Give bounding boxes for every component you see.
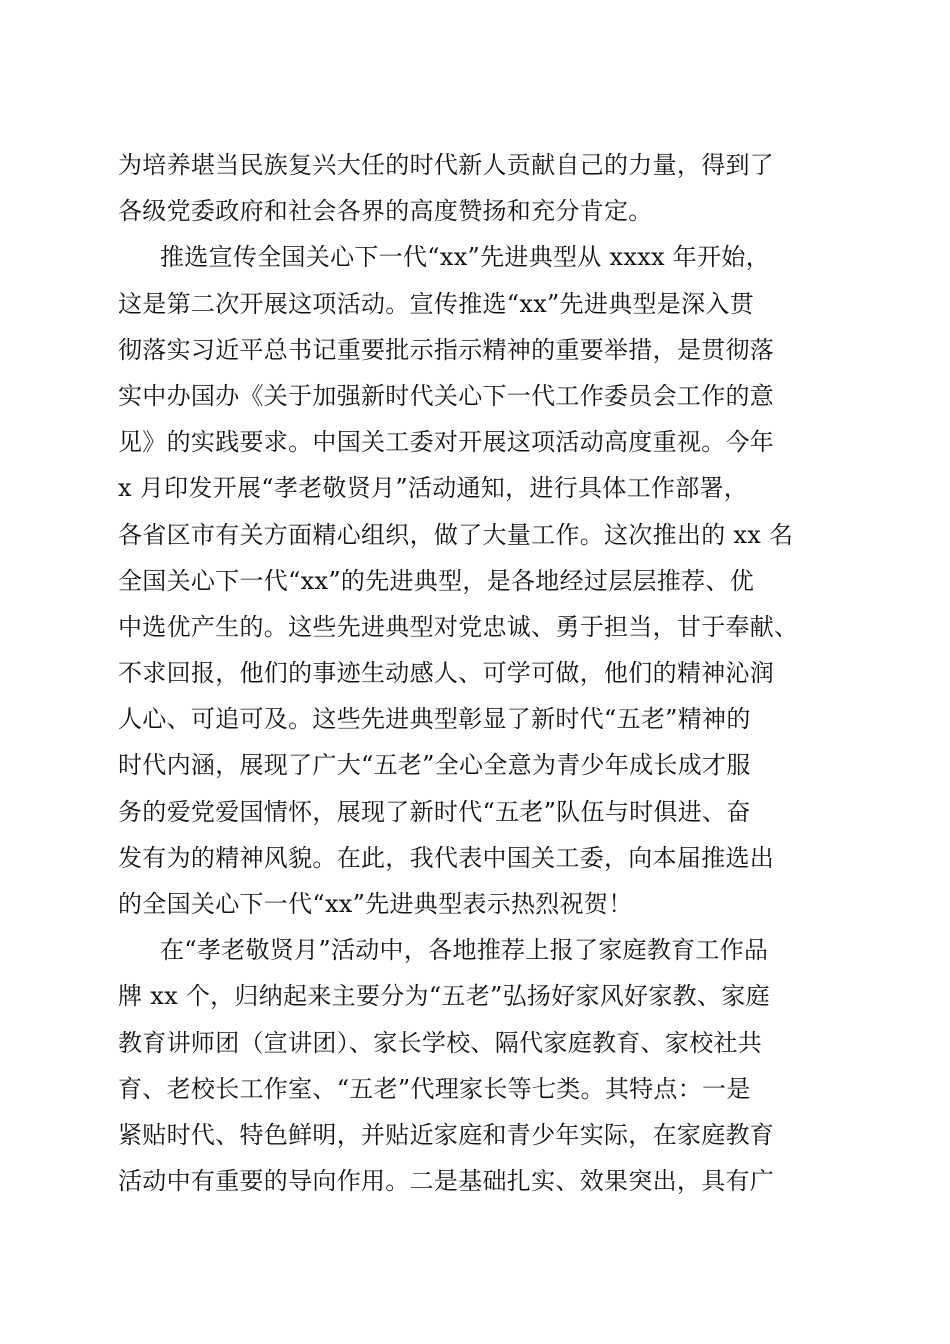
- text-line: 紧贴时代、特色鲜明，并贴近家庭和青少年实际，在家庭教育: [118, 1120, 775, 1149]
- text-line: 中选优产生的。这些先进典型对党忠诚、勇于担当，甘于奉献、: [118, 612, 799, 641]
- text-line: 的全国关心下一代“xx”先进典型表示热烈祝贺！: [118, 890, 633, 918]
- text-line: 各省区市有关方面精心组织，做了大量工作。这次推出的 xx 名: [118, 520, 794, 549]
- text-line: x 月印发开展“孝老敬贤月”活动通知，进行具体工作部署，: [118, 474, 749, 503]
- text-line: 发有为的精神风貌。在此，我代表中国关工委，向本届推选出: [118, 843, 775, 872]
- paragraph-first-line: 推选宣传全国关心下一代“xx”先进典型从 xxxx 年开始，: [160, 243, 771, 272]
- body-text: [118, 142, 838, 1204]
- text-line: 育、老校长工作室、“五老”代理家长等七类。其特点：一是: [118, 1074, 751, 1103]
- text-line: 教育讲师团（宣讲团）、家长学校、隔代家庭教育、家校社共: [118, 1028, 763, 1057]
- text-line: 实中办国办《关于加强新时代关心下一代工作委员会工作的意: [118, 381, 775, 410]
- text-line: 这是第二次开展这项活动。宣传推选“xx”先进典型是深入贯: [118, 289, 755, 318]
- text-line: 活动中有重要的导向作用。二是基础扎实、效果突出，具有广: [118, 1167, 775, 1196]
- text-line: 牌 xx 个，归纳起来主要分为“五老”弘扬好家风好家教、家庭: [118, 982, 770, 1011]
- text-line: 各级党委政府和社会各界的高度赞扬和充分肯定。: [118, 197, 653, 226]
- text-line: 为培养堪当民族复兴大任的时代新人贡献自己的力量，得到了: [118, 151, 775, 179]
- paragraph-first-line: 在“孝老敬贤月”活动中，各地推荐上报了家庭教育工作品: [160, 936, 769, 965]
- text-line: 全国关心下一代“xx”的先进典型，是各地经过层层推荐、优: [118, 566, 755, 595]
- text-line: 人心、可追可及。这些先进典型彰显了新时代“五老”精神的: [118, 705, 751, 734]
- text-line: 见》的实践要求。中国关工委对开展这项活动高度重视。今年: [118, 428, 775, 457]
- text-line: 时代内涵，展现了广大“五老”全心全意为青少年成长成才服: [118, 751, 751, 780]
- text-line: 务的爱党爱国情怀，展现了新时代“五老”队伍与时俱进、奋: [118, 797, 751, 826]
- text-line: 彻落实习近平总书记重要批示指示精神的重要举措，是贯彻落: [118, 335, 775, 364]
- text-line: 不求回报，他们的事迹生动感人、可学可做，他们的精神沁润: [118, 659, 775, 688]
